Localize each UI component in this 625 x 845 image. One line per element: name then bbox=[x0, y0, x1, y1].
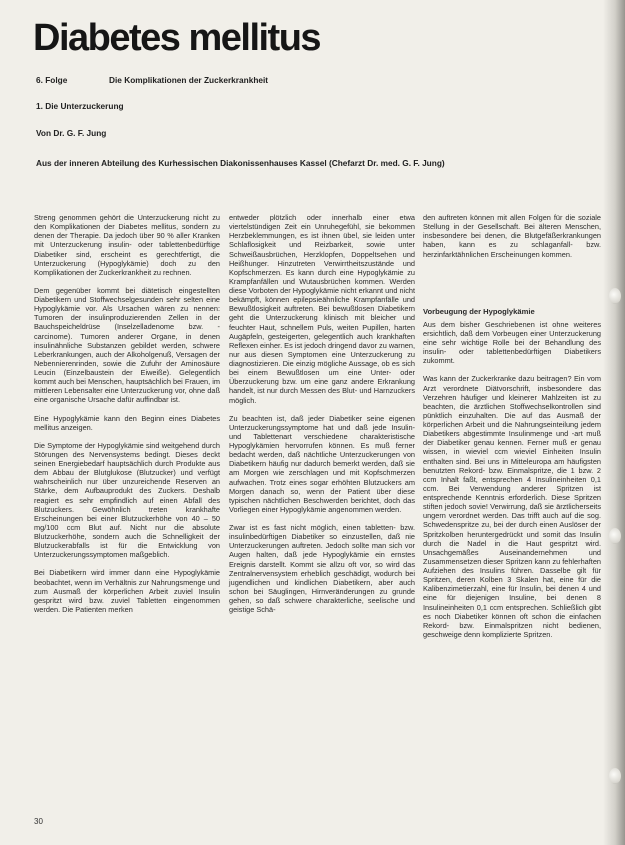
author-line: Von Dr. G. F. Jung bbox=[36, 128, 107, 138]
series-part bbox=[36, 75, 269, 85]
paragraph: Was kann der Zuckerkranke dazu beitragen? Ein vom Arzt verordnete Diätvorschrift, insbesondere das Verzehren häufiger und kleinerer Mahlzeiten ist zu beachten, die ärztlichen Stoffwechselkontrollen sind pünktlich einzuhalten. Die auf das Ausmaß der körperlichen Arbeit und die Nahrungseinteilung jedem Diabetikers abgestimmte Insulinmenge und -art muß der Diabetiker genau kennen. Ferner muß er genau wissen, in wieviel ccm wieviel Einheiten Insulin enthalten sind. Bei uns in Mitteleuropa am häufigsten benutzten Rekord- bzw. Einmalspritze, die 1 bzw. 2 ccm Inhalt faßt, entsprechen 4 Insulineinheiten 0,1 ccm. Bei Verwendung anderer Spritzen ist entsprechende Kenntnis erforderlich. Diese Spritzen stiften jedoch sovie! Verwirrung, daß sie ärztlicherseits ungern verordnet werden. Das trifft auch auf die sog. Schwedenspritze zu, bei der durch einen Auslöser der Spritzkolben heruntergedrückt und somit das Insulin durch die Nadel in die Haut gespritzt wird. Unsachgemäßes Auseinandernehmen und Zusammensetzen dieser Spritzen kann zu fehlerhaften Aufziehen des Insulins führen. Dasselbe gilt für Spritzen, deren Kolben 3 Skalen hat, eine für die Kalibenzimetierzahl, eine für Insulin, bei denen 4 und eine für diejenigen Insuline, bei denen 8 Insulineinheiten 0,1 ccm entsprechen. Schließlich gibt es noch Diabetiker können oft schon die einfachen Rekord- bzw. Einmalspritzen nicht bedienen, geschweige denn komplizierte Spritzen. bbox=[423, 374, 601, 639]
paragraph: Die Symptome der Hypoglykämie sind weitgehend durch Störungen des Nervensystems bedingt. Dieses deckt seinen Energiebedarf hauptsächlich durch Produkte aus dem Abbau der Blutglukose (Blutzucker) und verfügt wahrscheinlich nur über unzureichende Reserven an Stärke, dem Aufbauprodukt des Zuckers. Deshalb reagiert es sehr empfindlich auf einen Abfall des Blutzuckers. Gewöhnlich treten krankhafte Erscheinungen bei einer Blutzuckerhöhe von 40 – 50 mg/100 ccm Blut auf. Nicht nur die absolute Blutzuckerhöhe, sondern auch die Schnelligkeit der Blutzuckerabfalls ist für die Entwicklung von Unterzuckerungssymptomen maßgeblich. bbox=[34, 440, 220, 560]
page-number: 30 bbox=[34, 817, 43, 826]
section-title: 1. Die Unterzuckerung bbox=[36, 101, 124, 111]
paragraph: Eine Hypoglykämie kann den Beginn eines Diabetes mellitus anzeigen. bbox=[34, 413, 220, 432]
text-column-1 bbox=[34, 213, 220, 623]
part-subtitle: Die Komplikationen der Zuckerkrankheit bbox=[109, 75, 269, 85]
paragraph: Streng genommen gehört die Unterzuckerung nicht zu den Komplikationen der Diabetes mellitus, sondern zu denen der Therapie. Da jedoch über 90 % aller Kranken mit Unterzuckerung insulin- oder tablettenbedürftige Diabetiker sind, erscheint es gerechtfertigt, die Unterzuckerung (Hypoglykämie) doch zu den Komplikationen der Zuckerkrankheit zu rechnen. bbox=[34, 213, 220, 277]
paragraph: Dem gegenüber kommt bei diätetisch eingestellten Diabetikern und Stoffwechselgesunden sehr selten eine Hypoglykämie vor. Als Ursachen wären zu nennen: Tumoren der insulinproduzierenden Zellen in der Bauchspeicheldrüse (Inselzelladenome bzw. -carcinome). Tumoren anderer Organe, in denen insulinähnliche Substanzen gebildet werden, schwere Leberkrankungen, auch der Alkoholgenuß, Versagen der Nebennierenrinden, sowie die Zufuhr der Aminosäure Leucin (Einzelbaustein der Eiweiße). Gelegentlich kommt auch bei Menschen, hauptsächlich bei Frauen, im mittleren Lebensalter eine Unterzuckerung vor, ohne daß eine organische Ursache dafür auffindbar ist. bbox=[34, 285, 220, 405]
subsection-heading: Vorbeugung der Hypoglykämie bbox=[423, 306, 535, 316]
punch-hole bbox=[609, 768, 621, 784]
article-title: Diabetes mellitus bbox=[33, 17, 321, 59]
paragraph: Bei Diabetikern wird immer dann eine Hypoglykämie beobachtet, wenn im Verhältnis zur Nahrungsmenge und zum Ausmaß der körperlichen Arbeit zuviel Insulin gespritzt wird bzw. zuviel Tabletten eingenommen werden. Die Patienten merken bbox=[34, 568, 220, 614]
text-column-3 bbox=[423, 213, 601, 648]
part-number: 6. Folge bbox=[36, 75, 68, 85]
paragraph: den auftreten können mit allen Folgen für die soziale Stellung in der Gesellschaft. Bei älteren Menschen, insbesondere bei denen, die Blutgefäßerkrankungen haben, kann es zu schlaganfall- bzw. herzinfarktähnlichen Erscheinungen kommen. bbox=[423, 213, 601, 259]
paragraph: Aus dem bisher Geschriebenen ist ohne weiteres ersichtlich, daß dem Vorbeugen einer Unterzuckerung eine sehr wichtige Rolle bei der Behandlung des insulin- oder tablettenbedürftigen Diabetikers zukommt. bbox=[423, 319, 601, 366]
binder-edge bbox=[603, 0, 625, 845]
paragraph: Zu beachten ist, daß jeder Diabetiker seine eigenen Unterzuckerungssymptome hat und daß jede Insulin- und Tablettenart verschiedene charakteristische Hypoglykämien hervorrufen können. Es muß ferner bedacht werden, daß nächtliche Unterzuckerungen von Diabetikern häufig nur dadurch bemerkt werden, daß sie am Morgen wie zerschlagen und mit Kopfschmerzen aufwachen. Trotz eines sogar erhöhten Blutzuckers am Morgen danach so, wenn der Patient über diese typischen nächtlichen Beschwerden berichtet, doch das Vorliegen einer Hypoglykämie angenommen werden. bbox=[229, 413, 415, 514]
punch-hole bbox=[609, 288, 621, 304]
punch-hole bbox=[609, 528, 621, 544]
paragraph: Zwar ist es fast nicht möglich, einen tabletten- bzw. insulinbedürftigen Diabetiker so einzustellen, daß nie Unterzuckerungen auftreten. Jedoch sollte man sich vor Augen halten, daß jede Hypoglykämie ein ernstes Ereignis darstellt. Kommt sie allzu oft vor, so wird das Zentralnervensystem erheblich geschädigt, wodurch bei jugendlichen und kindlichen Diabetikern, aber auch schon bei Säuglingen, Hirnveränderungen zu grunde gehen, so daß schwere charakterliche, seelische und geistige Schä- bbox=[229, 523, 415, 615]
text-column-2 bbox=[229, 213, 415, 623]
institution-line: Aus der inneren Abteilung des Kurhessischen Diakonissenhauses Kassel (Chefarzt Dr. med. G. F. Jung) bbox=[36, 158, 445, 168]
paragraph: entweder plötzlich oder innerhalb einer etwa viertelstündigen Zeit ein Unruhegefühl, sie bekommen Herzbeklemmungen, es ist ihnen übel, sie leiden unter Schlaflosigkeit und Reizbarkeit, sowie unter Schweißausbrüchen, Herzklopfen, Doppeltsehen und Heißhunger. Hinzutreten Verwirrtheitszustände und Kopfschmerzen. Es kann durch eine Hypoglykämie zu Krampfanfällen und Wutausbrüchen kommen. Werden diese Vorboten der Hypoglykämie nicht erkannt und nicht bekämpft, können epilepsieähnliche Krampfanfälle und Bewußtlosigkeit auftreten. Bei bewußtlosen Diabetikern geht die Unterzuckerung klinisch mit bleicher und feuchter Haut, schnellem Puls, weiten Pupillen, harten Augäpfeln, gesteigerten, gelegentlich auch krankhaften Reflexen einher. Es ist jedoch dringend davor zu warnen, nur aus diesen Symptomen eine Unterzuckerung zu diagnostizieren. Die einzig mögliche Aussage, ob es sich bei einem Bewußtlosen um eine Unter- oder Überzuckerung bzw. um eine ganz andere Erkrankung handelt, ist nur durch Messen des Blut- und Harnzuckers möglich. bbox=[229, 213, 415, 405]
